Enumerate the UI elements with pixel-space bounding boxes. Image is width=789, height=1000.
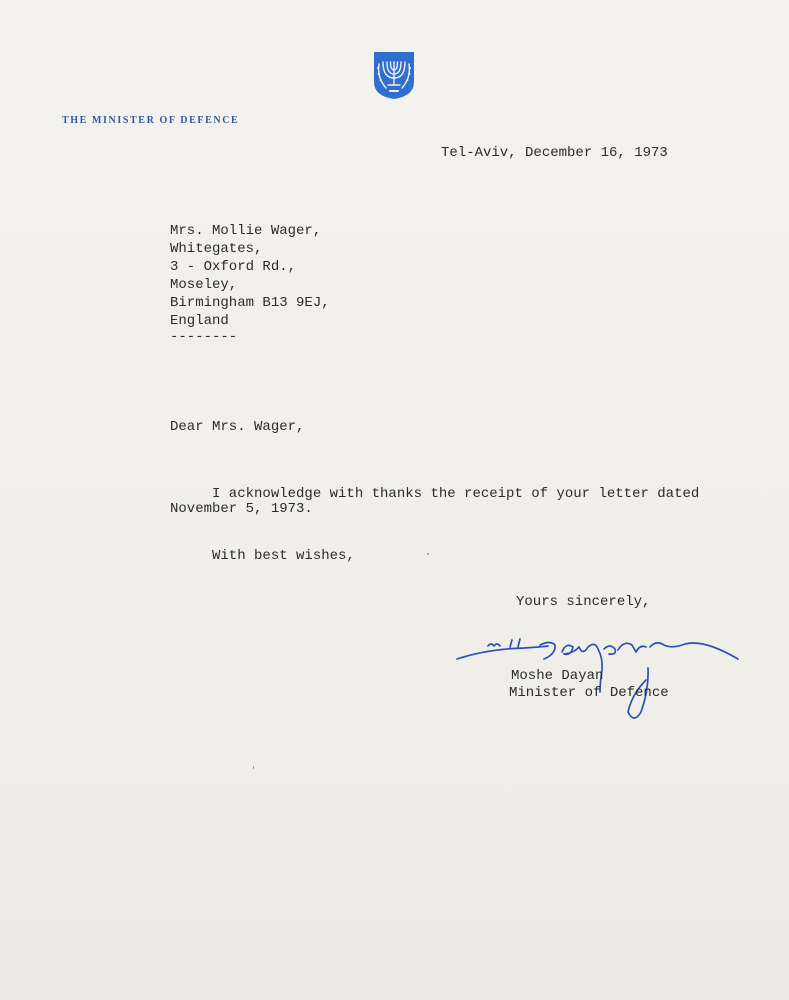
address-line: England — [170, 313, 229, 329]
signatory-name: Moshe Dayan — [511, 668, 604, 684]
body-line: November 5, 1973. — [170, 501, 313, 517]
address-line: Birmingham B13 9EJ, — [170, 295, 330, 311]
letterhead-title: THE MINISTER OF DEFENCE — [62, 115, 240, 126]
wishes-line: With best wishes, — [170, 548, 355, 564]
signatory-title: Minister of Defence — [509, 685, 669, 701]
address-line: Whitegates, — [170, 241, 263, 257]
date-line: Tel-Aviv, December 16, 1973 — [441, 145, 668, 161]
paper-speck — [253, 766, 254, 769]
menorah-emblem-icon — [372, 50, 416, 100]
paper-speck — [427, 553, 429, 555]
address-line: Mrs. Mollie Wager, — [170, 223, 322, 239]
address-line: 3 - Oxford Rd., — [170, 259, 297, 275]
address-line: Moseley, — [170, 277, 238, 293]
salutation: Dear Mrs. Wager, — [170, 419, 305, 435]
closing: Yours sincerely, — [516, 594, 651, 610]
body-line: I acknowledge with thanks the receipt of your letter dated — [170, 486, 700, 502]
address-underline: -------- — [170, 329, 238, 345]
